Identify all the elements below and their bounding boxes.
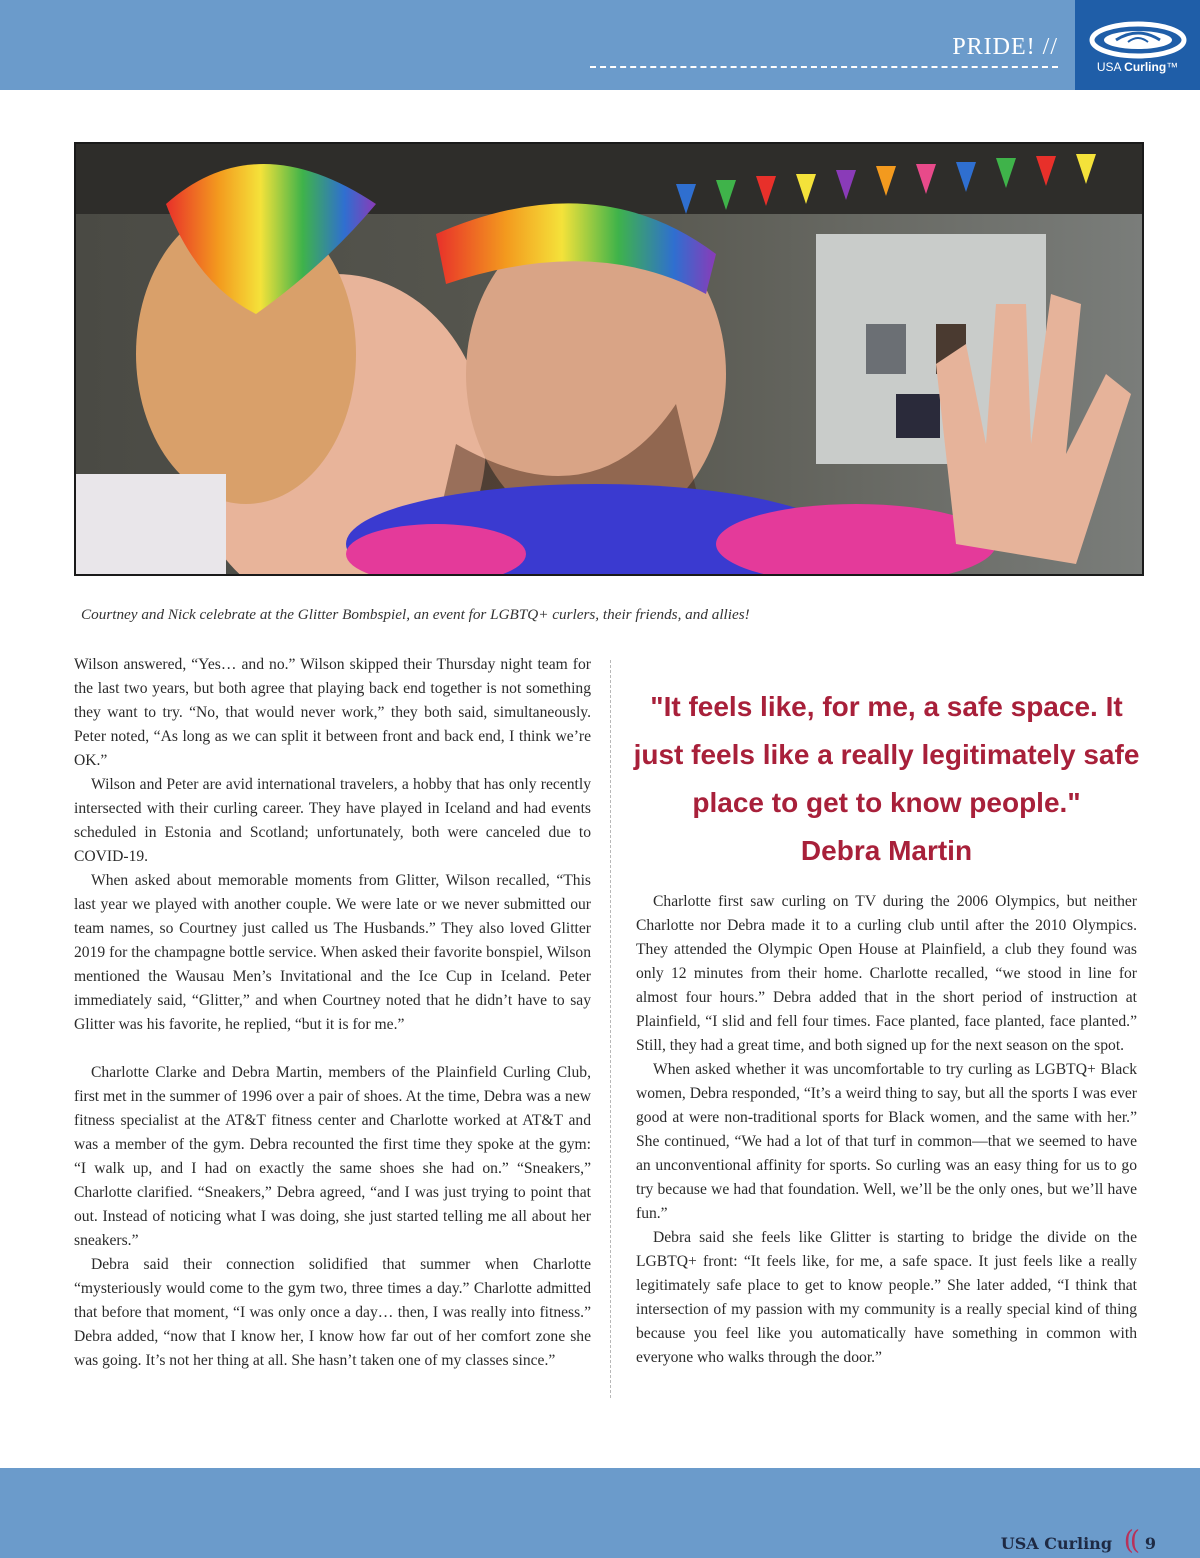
logo-wordmark: USA Curling™ <box>1096 60 1179 74</box>
footer-brand: USA Curling <box>1000 1534 1112 1553</box>
body-paragraph: Wilson answered, “Yes… and no.” Wilson skipped their Thursday night team for the last two years, but both agree that playing back end together is not something they want to try. “No, that would never work,” they both said, simultaneously. Peter noted, “As long as we can split it between front and back end, I think we’re OK.” <box>74 656 591 769</box>
feature-photo <box>74 142 1144 576</box>
page-footer <box>0 1468 1200 1558</box>
body-paragraph: Debra said their connection solidified that summer when Charlotte “mysteriously would come to the gym two, three times a day.” Charlotte admitted that before that moment, “I was only once a day… then, I was really into fitness.” Debra added, “now that I know her, I know how far out of her comfort zone she was going. It’s not her thing at all. She hasn’t taken one of my classes since.” <box>74 1256 591 1369</box>
pull-quote <box>630 683 1143 875</box>
photo-illustration <box>76 144 1142 574</box>
right-column <box>636 890 1137 1370</box>
curling-stone-icon <box>1086 20 1190 60</box>
body-paragraph: Debra said she feels like Glitter is starting to bridge the divide on the LGBTQ+ front: “It feels like, for me, a safe space. It just feels like a really legitimately safe place to get to know people.” She later added, “I think that intersection of my passion with my community is a really special kind of thing because you feel like you automatically have something in common with everyone who walks through the door.” <box>636 1229 1137 1366</box>
body-paragraph: Charlotte Clarke and Debra Martin, members of the Plainfield Curling Club, first met in the summer of 1996 over a pair of shoes. At the time, Debra was a new fitness specialist at the AT&T fitness center and Charlotte worked at AT&T and was a member of the gym. Debra recounted the first time they spoke at the gym: “I walk up, and I had on exactly the same shoes she had on.” “Sneakers,” Charlotte clarified. “Sneakers,” Debra agreed, “and I was just trying to point that out. Instead of noticing what I was doing, she just started telling me all about her sneakers.” <box>74 1064 591 1249</box>
footer-separator-icon: (( <box>1123 1526 1136 1556</box>
page-number: 9 <box>1144 1534 1156 1553</box>
body-paragraph: Wilson and Peter are avid international travelers, a hobby that has only recently intersected with their curling career. They have played in Iceland and had events scheduled in Estonia and Scotland; unfortunately, both were canceled due to COVID-19. <box>74 776 591 865</box>
body-paragraph: Charlotte first saw curling on TV during the 2006 Olympics, but neither Charlotte nor Debra made it to a curling club until after the 2010 Olympics. They attended the Olympic Open House at Plainfield, a club they found was only 12 minutes from their home. Charlotte recalled, “we stood in line for almost four hours.” Debra added that in the short period of instruction at Plainfield, “I slid and fell four times. Face planted, face planted, face planted.” Still, they had a great time, and both signed up for the next season on the spot. <box>636 893 1137 1054</box>
body-paragraph: When asked whether it was uncomfortable to try curling as LGBTQ+ Black women, Debra responded, “It’s a weird thing to say, but all the sports I was ever good at were non-traditional sports for Black women, and the same with her.” She continued, “We had a lot of that turf in common—that we seemed to have an unconventional affinity for sports. So curling was an easy thing for us to go try because we had that foundation. Well, we’ll be the only ones, but we’ll have fun.” <box>636 1061 1137 1222</box>
usa-curling-logo[interactable] <box>1075 0 1200 90</box>
pull-quote-attribution: Debra Martin <box>800 835 973 866</box>
photo-caption: Courtney and Nick celebrate at the Glitter Bombspiel, an event for LGBTQ+ curlers, their friends, and allies! <box>81 606 750 623</box>
left-column <box>74 653 591 1373</box>
section-title: PRIDE! // <box>952 34 1058 60</box>
column-divider <box>610 660 611 1398</box>
page-header <box>0 0 1200 90</box>
header-dashed-rule <box>590 66 1058 68</box>
body-paragraph: When asked about memorable moments from Glitter, Wilson recalled, “This last year we played with another couple. We were late or we never submitted our team names, so Courtney just called us The Husbands.” They also loved Glitter 2019 for the champagne bottle service. When asked their favorite bonspiel, Wilson mentioned the Wausau Men’s Invitational and the Ice Cup in Iceland. Peter immediately said, “Glitter,” and when Courtney noted that he didn’t have to say Glitter was his favorite, he replied, “but it is for me.” <box>74 872 591 1033</box>
pull-quote-text: "It feels like, for me, a safe space. It just feels like a really legitimately safe place to get to know people." <box>633 691 1140 818</box>
